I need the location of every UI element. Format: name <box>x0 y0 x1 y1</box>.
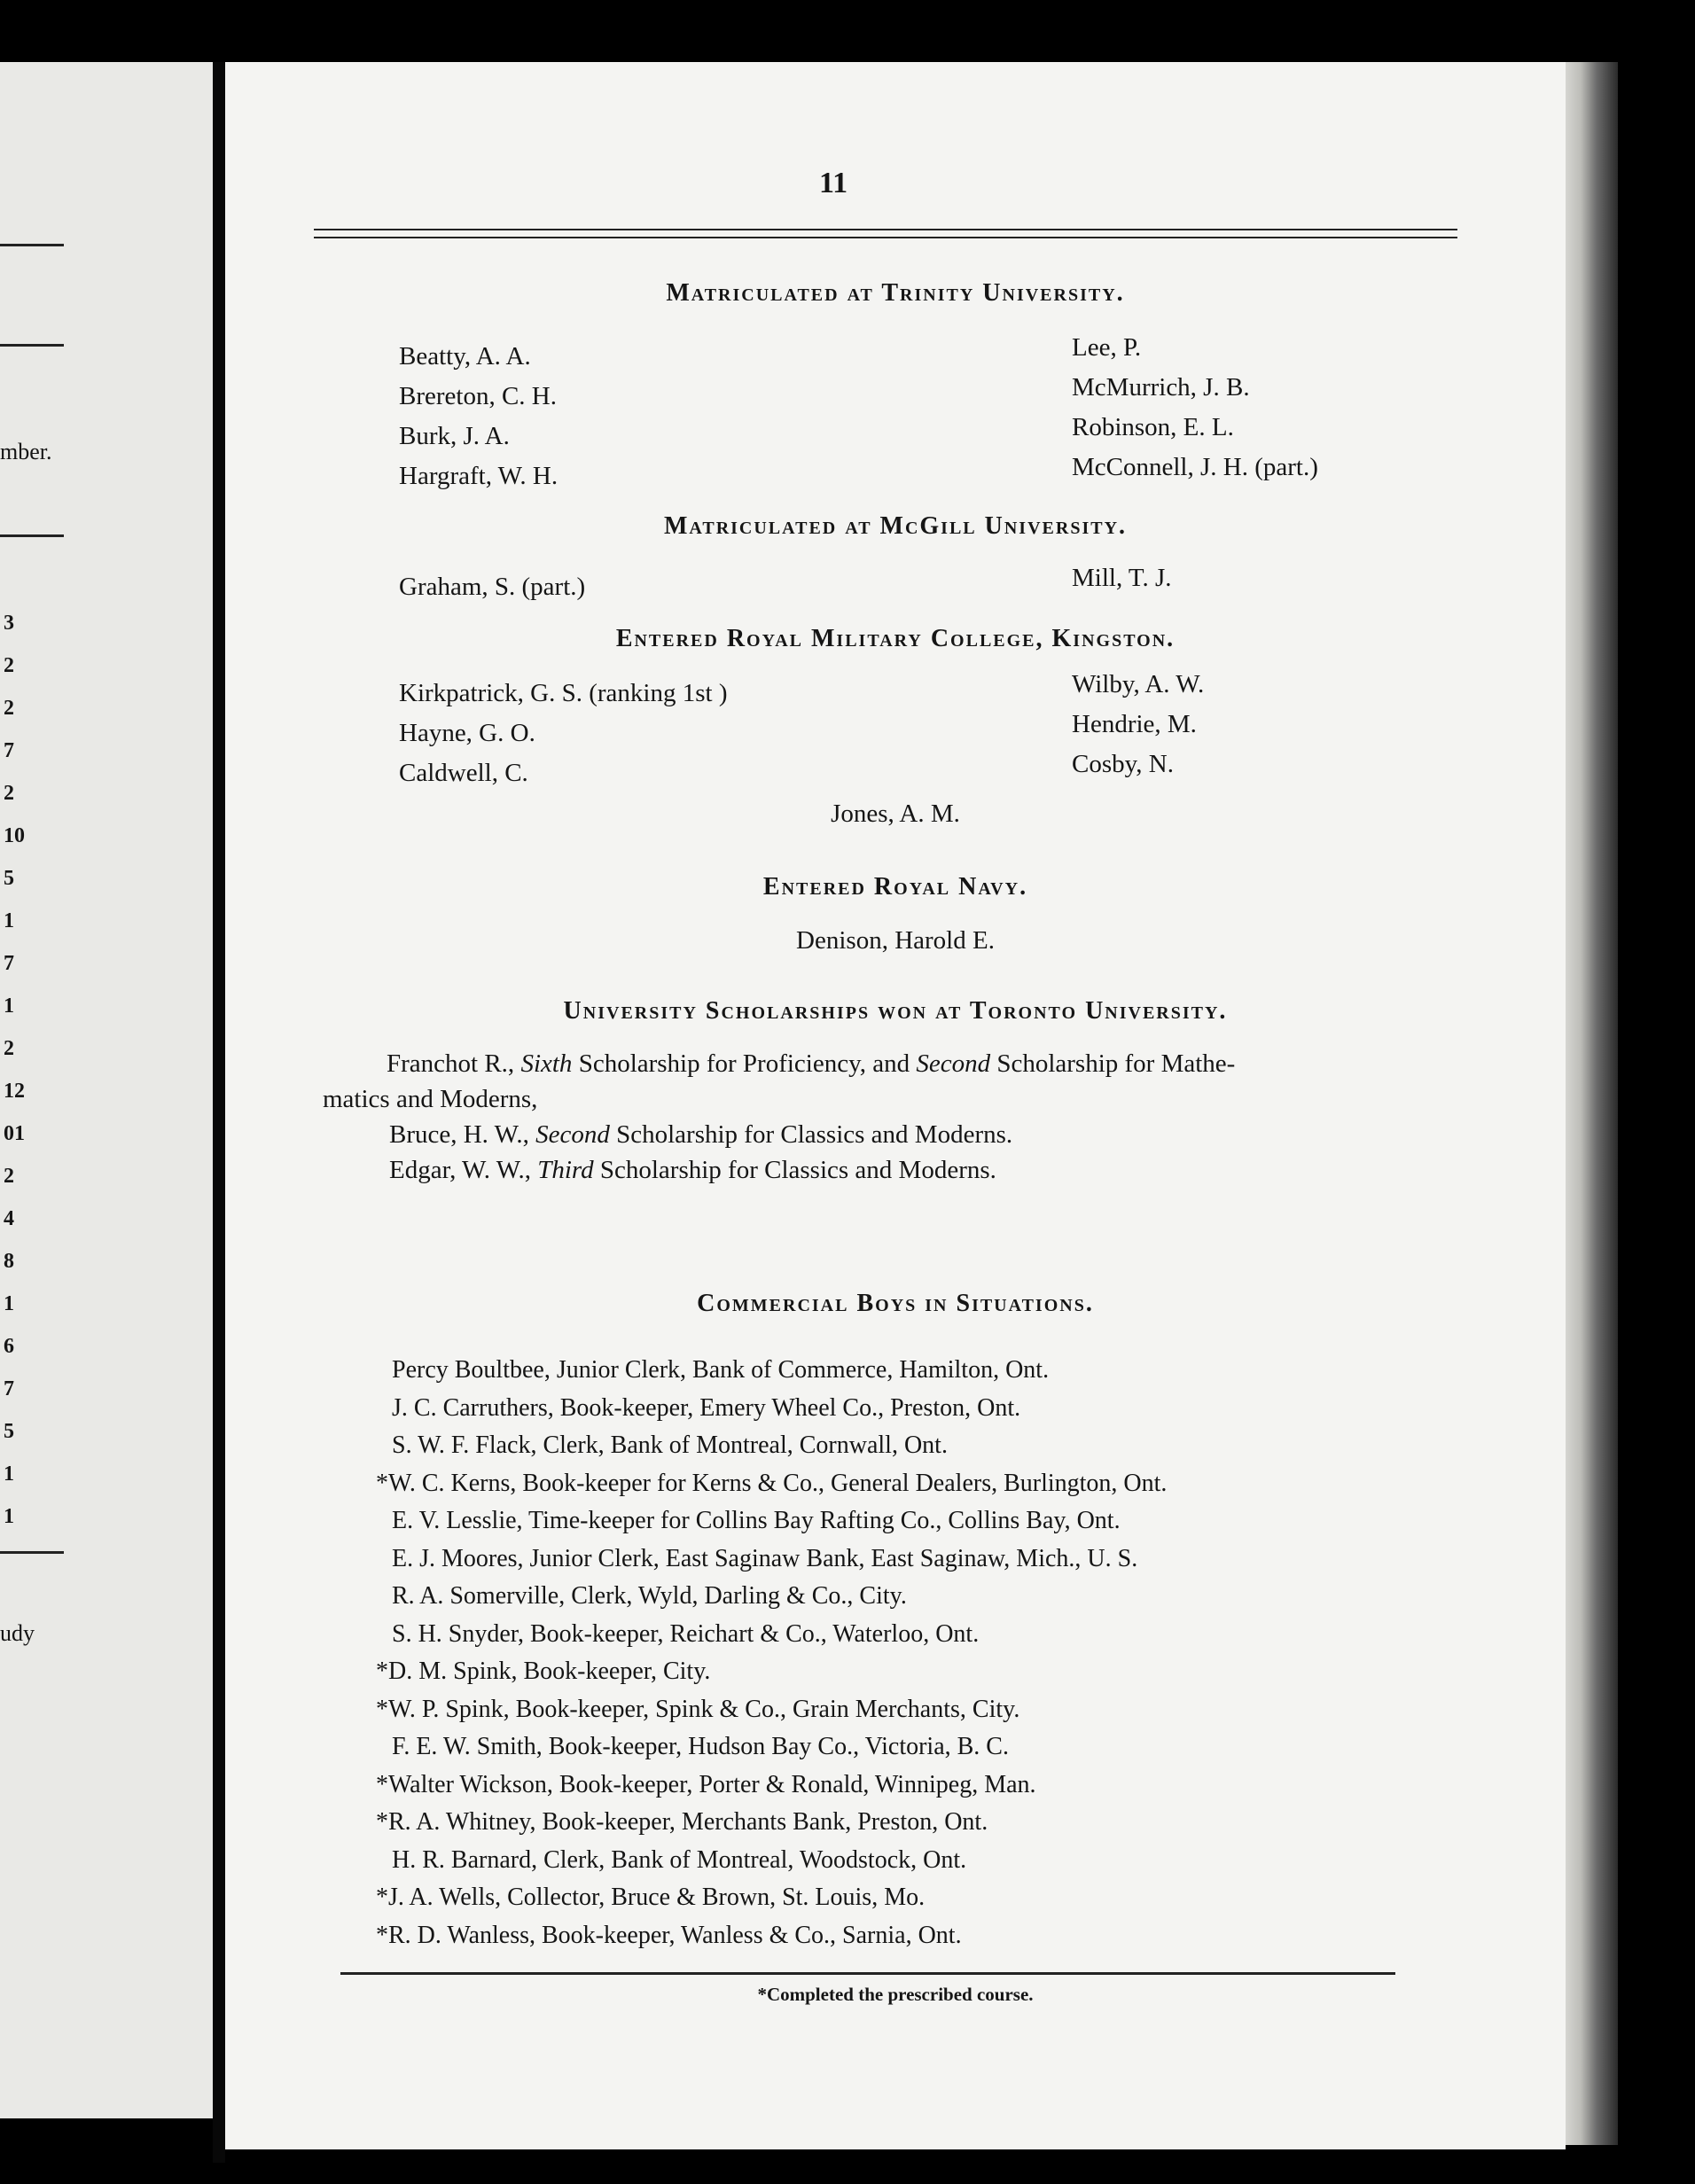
list-item: Hargraft, W. H. <box>399 462 558 490</box>
list-item: Burk, J. A. <box>399 422 510 450</box>
list-item: F. E. W. Smith, Book-keeper, Hudson Bay Co., Victoria, B. C. <box>392 1733 1009 1760</box>
mcgill-heading: Matriculated at McGill University. <box>663 512 1128 540</box>
mcgill-left-list <box>399 567 585 607</box>
list-item: *D. M. Spink, Book-keeper, City. <box>376 1658 711 1685</box>
facing-page-footer-fragment: udy <box>0 1620 35 1646</box>
list-item: J. C. Carruthers, Book-keeper, Emery Wheel Co., Preston, Ont. <box>392 1393 1021 1422</box>
navy-name: Denison, Harold E. <box>796 926 995 955</box>
facing-page-number: 01 <box>4 1122 25 1145</box>
list-item: *R. D. Wanless, Book-keeper, Wanless & Co., Sarnia, Ont. <box>376 1921 962 1949</box>
list-item: S. H. Snyder, Book-keeper, Reichart & Co., Waterloo, Ont. <box>392 1619 980 1648</box>
list-item: Graham, S. (part.) <box>399 573 586 601</box>
facing-page-number: 5 <box>4 867 14 890</box>
facing-page-number: 2 <box>4 782 14 805</box>
facing-page-number: 7 <box>4 739 14 762</box>
rmc-heading: Entered Royal Military College, Kingston. <box>615 625 1176 652</box>
list-item: *Walter Wickson, Book-keeper, Porter & Ronald, Winnipeg, Man. <box>376 1770 1036 1798</box>
rmc-right-list <box>1072 665 1204 784</box>
facing-page-number: 1 <box>4 1292 14 1315</box>
rmc-center-name: Jones, A. M. <box>831 800 960 828</box>
list-item: *R. A. Whitney, Book-keeper, Merchants Bank, Preston, Ont. <box>376 1808 988 1836</box>
facing-page-number: 4 <box>4 1207 14 1230</box>
list-item: Hendrie, M. <box>1072 710 1197 738</box>
list-item: R. A. Somerville, Clerk, Wyld, Darling & Co., City. <box>392 1582 907 1610</box>
list-item: *W. C. Kerns, Book-keeper for Kerns & Co., General Dealers, Burlington, Ont. <box>376 1469 1168 1497</box>
list-item: McConnell, J. H. (part.) <box>1072 453 1318 481</box>
facing-page-number: 10 <box>4 824 25 847</box>
facing-page-number: 7 <box>4 952 14 975</box>
facing-page-number: 2 <box>4 1165 14 1188</box>
list-item: Caldwell, C. <box>399 759 528 787</box>
list-item: McMurrich, J. B. <box>1072 373 1250 402</box>
facing-page-header-fragment: mber. <box>0 439 52 464</box>
facing-page-number: 1 <box>4 1505 14 1528</box>
navy-heading: Entered Royal Navy. <box>762 873 1028 901</box>
list-item: *J. A. Wells, Collector, Bruce & Brown, St. Louis, Mo. <box>376 1884 926 1911</box>
list-item: E. J. Moores, Junior Clerk, East Saginaw Bank, East Saginaw, Mich., U. S. <box>392 1544 1138 1572</box>
facing-page-number: 6 <box>4 1335 14 1358</box>
scholarships-heading: University Scholarships won at Toronto University. <box>563 997 1228 1025</box>
list-item: E. V. Lesslie, Time-keeper for Collins Bay Rafting Co., Collins Bay, Ont. <box>392 1507 1121 1534</box>
scholarship-entry: matics and Moderns, <box>323 1085 538 1113</box>
facing-page-number: 8 <box>4 1250 14 1273</box>
list-item: Percy Boultbee, Junior Clerk, Bank of Commerce, Hamilton, Ont. <box>392 1356 1050 1384</box>
facing-page <box>0 62 213 2118</box>
commercial-heading: Commercial Boys in Situations. <box>697 1290 1094 1317</box>
list-item: Mill, T. J. <box>1072 564 1172 592</box>
facing-page-number: 2 <box>4 1037 14 1060</box>
list-item: H. R. Barnard, Clerk, Bank of Montreal, Woodstock, Ont. <box>392 1845 967 1874</box>
mcgill-right-list <box>1072 558 1172 598</box>
facing-page-number: 3 <box>4 612 14 635</box>
facing-page-number: 1 <box>4 994 14 1018</box>
list-item: Cosby, N. <box>1072 750 1174 778</box>
trinity-heading: Matriculated at Trinity University. <box>666 279 1125 307</box>
facing-page-number: 2 <box>4 697 14 720</box>
list-item: Hayne, G. O. <box>399 719 535 747</box>
scholarships-list <box>323 1046 1608 1188</box>
list-item: Beatty, A. A. <box>399 342 531 370</box>
list-item: S. W. F. Flack, Clerk, Bank of Montreal, Cornwall, Ont. <box>392 1431 948 1459</box>
list-item: Wilby, A. W. <box>1072 670 1205 698</box>
list-item: *W. P. Spink, Book-keeper, Spink & Co., Grain Merchants, City. <box>376 1695 1020 1723</box>
facing-page-number: 7 <box>4 1377 14 1400</box>
footnote: *Completed the prescribed course. <box>757 1984 1034 2005</box>
scholarship-entry: Franchot R., Sixth Scholarship for Proficiency, and Second Scholarship for Mathe- <box>387 1049 1236 1078</box>
commercial-list <box>376 1352 1167 1954</box>
page-number: 11 <box>819 167 848 199</box>
facing-page-number: 5 <box>4 1420 14 1443</box>
facing-page-number: 2 <box>4 654 14 677</box>
facing-page-rule <box>0 1551 64 1554</box>
facing-page-rule <box>0 244 64 246</box>
list-item: Brereton, C. H. <box>399 382 557 410</box>
facing-page-rule <box>0 344 64 347</box>
facing-page-rule <box>0 534 64 537</box>
header-double-rule <box>314 229 1457 238</box>
scholarship-entry: Edgar, W. W., Third Scholarship for Classics and Moderns. <box>389 1156 996 1184</box>
scholarship-entry: Bruce, H. W., Second Scholarship for Classics and Moderns. <box>389 1120 1013 1149</box>
facing-page-number: 12 <box>4 1080 25 1103</box>
facing-page-number: 1 <box>4 1462 14 1486</box>
book-gutter <box>213 62 225 2163</box>
footer-rule <box>340 1972 1395 1975</box>
trinity-left-list <box>399 337 558 496</box>
rmc-left-list <box>399 674 728 793</box>
trinity-right-list <box>1072 328 1318 488</box>
list-item: Lee, P. <box>1072 333 1142 362</box>
list-item: Kirkpatrick, G. S. (ranking 1st ) <box>399 679 728 707</box>
document-page <box>225 62 1566 2149</box>
facing-page-number: 1 <box>4 909 14 932</box>
list-item: Robinson, E. L. <box>1072 413 1234 441</box>
